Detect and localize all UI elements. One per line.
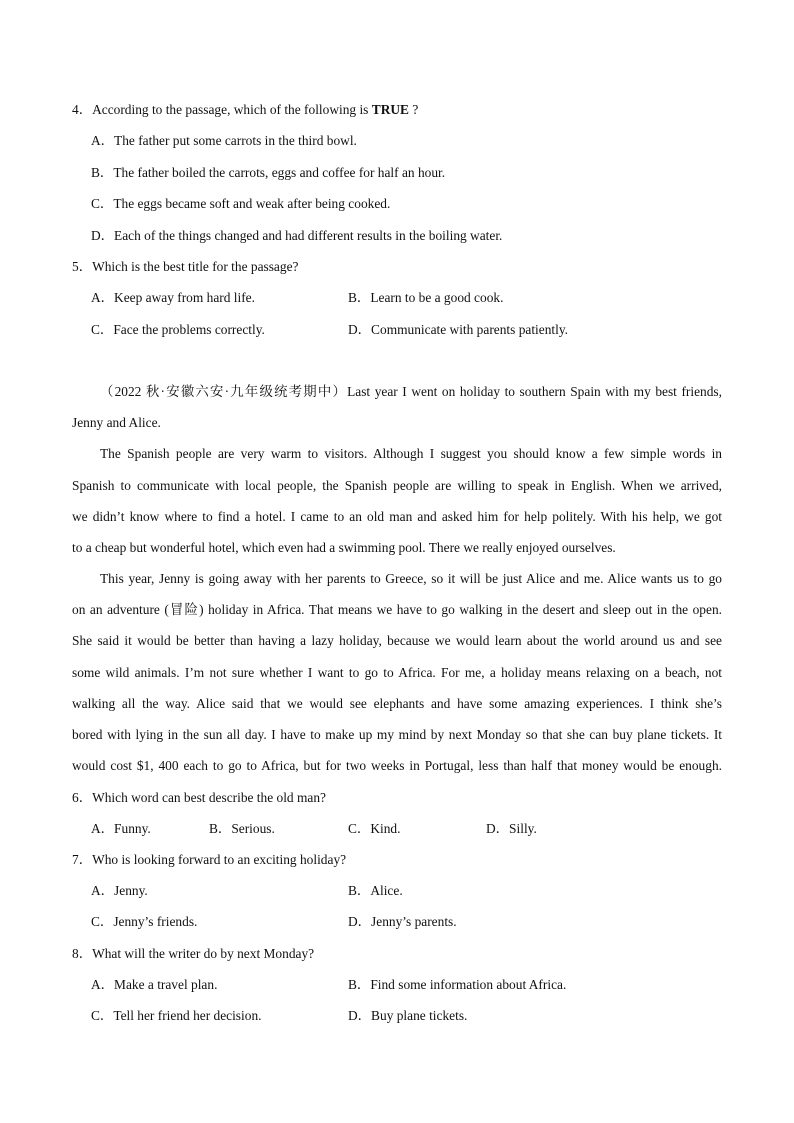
question-7-option-a: A．Jenny.: [91, 883, 148, 898]
question-6-option-b: B．Serious.: [209, 821, 275, 836]
question-8-option-c: C．Tell her friend her decision.: [91, 1008, 262, 1023]
question-5-option-c: C．Face the problems correctly.: [91, 322, 265, 337]
question-6-option-a: A．Funny.: [91, 821, 151, 836]
question-5-option-a: A．Keep away from hard life.: [91, 290, 255, 305]
question-8-option-d: D．Buy plane tickets.: [348, 1008, 468, 1023]
passage-line: would cost $1, 400 each to go to Africa, but for two weeks in Portugal, less than half that money would be enough.: [72, 758, 722, 773]
question-4-option-d: D．Each of the things changed and had different results in the boiling water.: [91, 228, 503, 243]
passage-line: some wild animals. I’m not sure whether I want to go to Africa. For me, a holiday means relaxing on a beach, not: [72, 665, 722, 680]
question-4-stem: [72, 101, 418, 119]
question-4-option-b: B．The father boiled the carrots, eggs and coffee for half an hour.: [91, 165, 446, 180]
passage-line: Jenny and Alice.: [72, 415, 161, 430]
question-4-option-a: A．The father put some carrots in the third bowl.: [91, 133, 357, 148]
passage-line: bored with lying in the sun all day. I have to make up my mind by next Monday so that she can buy plane tickets. It: [72, 727, 722, 742]
question-4-emphasis: TRUE: [371, 102, 409, 117]
question-4-option-c: C．The eggs became soft and weak after being cooked.: [91, 196, 391, 211]
question-6-option-d: D．Silly.: [486, 821, 537, 836]
passage-line: She said it would be better than having a lazy holiday, because we would learn about the world around us and see: [72, 633, 722, 648]
question-5-option-b: B．Learn to be a good cook.: [348, 290, 504, 305]
question-8-stem: 8．What will the writer do by next Monday?: [72, 946, 315, 961]
question-7-option-b: B．Alice.: [348, 883, 403, 898]
question-7-option-d: D．Jenny’s parents.: [348, 914, 457, 929]
passage-line: on an adventure (冒险) holiday in Africa. That means we have to go walking in the desert and sleep out in the open.: [72, 602, 722, 617]
passage-line: we didn’t know where to find a hotel. I came to an old man and asked him for help politely. With his help, we got: [72, 509, 722, 524]
question-7-option-c: C．Jenny’s friends.: [91, 914, 198, 929]
question-4-mark: ?: [412, 102, 419, 117]
question-4-text: 4．According to the passage, which of the following is: [72, 102, 369, 117]
passage-line: This year, Jenny is going away with her parents to Greece, so it will be just Alice and me. Alice wants us to go: [100, 571, 722, 586]
passage-line: Spanish to communicate with local people, the Spanish people are willing to speak in English. When we arrived,: [72, 478, 722, 493]
question-6-stem: 6．Which word can best describe the old man?: [72, 790, 326, 805]
question-5-option-d: D．Communicate with parents patiently.: [348, 322, 569, 337]
passage-line: （2022 秋·安徽六安·九年级统考期中）Last year I went on holiday to southern Spain with my best friends,: [100, 384, 722, 399]
passage-line: to a cheap but wonderful hotel, which even had a swimming pool. There we really enjoyed ourselves.: [72, 540, 616, 555]
question-6-option-c: C．Kind.: [348, 821, 401, 836]
passage-line: The Spanish people are very warm to visitors. Although I suggest you should know a few simple words in: [100, 446, 722, 461]
question-8-option-a: A．Make a travel plan.: [91, 977, 218, 992]
question-5-stem: 5．Which is the best title for the passage?: [72, 259, 299, 274]
question-7-stem: 7．Who is looking forward to an exciting holiday?: [72, 852, 347, 867]
passage-line: walking all the way. Alice said that we would see elephants and have some amazing experiences. I think she’s: [72, 696, 722, 711]
question-8-option-b: B．Find some information about Africa.: [348, 977, 567, 992]
